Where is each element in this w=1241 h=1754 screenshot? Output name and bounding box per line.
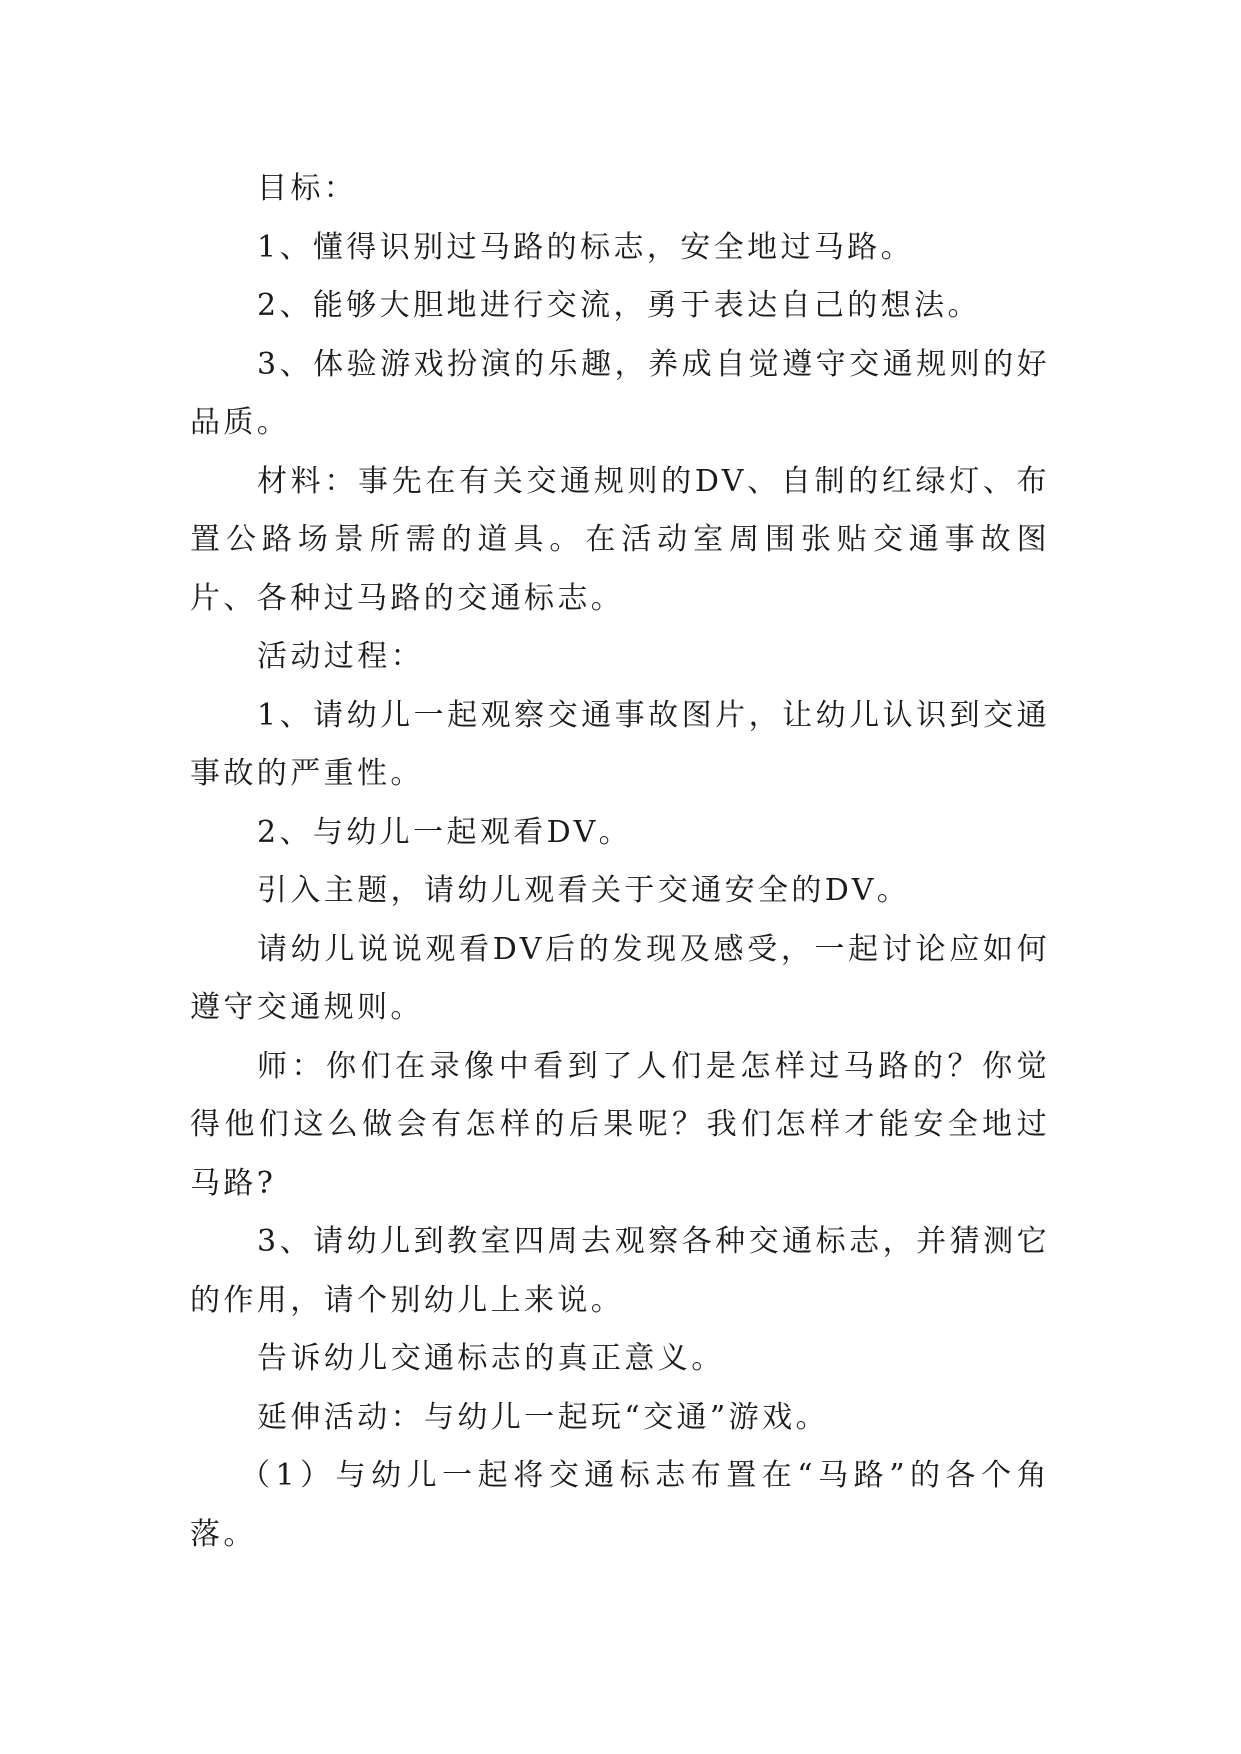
goal-item-3: 3、体验游戏扮演的乐趣，养成自觉遵守交通规则的好品质。 — [190, 346, 1050, 440]
heading-process: 活动过程： — [257, 639, 424, 674]
process-step-2-discussion: 请幼儿说说观看DV后的发现及感受，一起讨论应如何遵守交通规则。 — [190, 931, 1050, 1025]
materials-paragraph: 材料：事先在有关交通规则的DV、自制的红绿灯、布置公路场景所需的道具。在活动室周围张贴交通事故图片、各种过马路的交通标志。 — [190, 463, 1050, 616]
extension-item-1: （1）与幼儿一起将交通标志布置在“马路”的各个角落。 — [190, 1458, 1050, 1552]
process-step-2: 2、与幼儿一起观看DV。 — [257, 814, 633, 850]
document-body — [190, 160, 1050, 1564]
goal-item-2: 2、能够大胆地进行交流，勇于表达自己的想法。 — [257, 288, 981, 323]
process-step-3-meaning: 告诉幼儿交通标志的真正意义。 — [257, 1341, 725, 1376]
teacher-question: 师：你们在录像中看到了人们是怎样过马路的？你觉得他们这么做会有怎样的后果呢？我们怎样才能安全地过马路? — [190, 1048, 1050, 1201]
process-step-2-intro: 引入主题，请幼儿观看关于交通安全的DV。 — [257, 873, 911, 908]
process-step-3: 3、请幼儿到教室四周去观察各种交通标志，并猜测它的作用，请个别幼儿上来说。 — [190, 1224, 1050, 1318]
goal-item-1: 1、懂得识别过马路的标志，安全地过马路。 — [257, 229, 915, 265]
extension-activity: 延伸活动：与幼儿一起玩“交通”游戏。 — [257, 1399, 829, 1435]
process-step-1: 1、请幼儿一起观察交通事故图片，让幼儿认识到交通事故的严重性。 — [190, 697, 1050, 791]
heading-goals: 目标： — [257, 171, 358, 206]
